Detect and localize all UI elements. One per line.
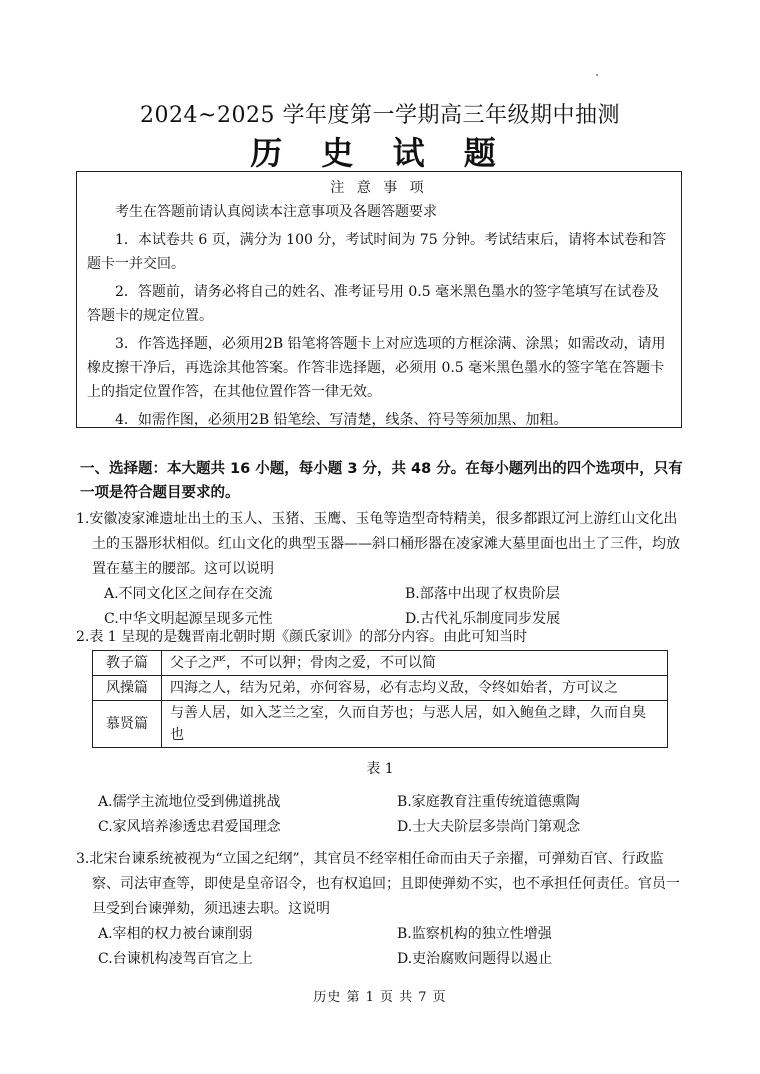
- question-3-options-row-2: [76, 947, 688, 972]
- question-3-option-b: B.监察机构的独立性增强: [397, 926, 552, 942]
- question-1-option-c: C.中华文明起源呈现多元性: [104, 611, 273, 627]
- scan-dot: [596, 74, 598, 76]
- question-3-option-c: C.台谏机构凌驾百官之上: [98, 951, 253, 967]
- table-value: 四海之人，结为兄弟，亦何容易，必有志均义敌，令终如始者，方可议之: [162, 676, 668, 701]
- notice-intro: 考生在答题前请认真阅读本注意事项及各题答题要求: [115, 204, 437, 220]
- page-footer: 历史 第 1 页 共 7 页: [313, 990, 447, 1005]
- notice-item-3: 3．作答选择题，必须用2B 铅笔将答题卡上对应选项的方框涂满、涂黑；如需改动，请用橡皮擦干净后，再选涂其他答案。作答非选择题，必须用 0.5 毫米黑色墨水的签字笔在答题卡上的指定位置作答，在其他位置作答一律无效。: [87, 336, 666, 400]
- table-value: 父子之严，不可以狎；骨肉之爱，不可以简: [162, 651, 668, 676]
- question-1-stem: 1.安徽凌家滩遗址出土的玉人、玉猪、玉鹰、玉龟等造型奇特精美，很多都跟辽河上游红山文化出土的玉器形状相似。红山文化的典型玉器——斜口桶形器在凌家滩大墓里面也出土了三件，均放置在墓主的腰部。这可以说明: [76, 511, 680, 577]
- question-1-option-b: B.部落中出现了权贵阶层: [405, 586, 560, 602]
- question-2-table: [92, 650, 668, 748]
- question-3-stem: 3.北宋台谏系统被视为“立国之纪纲”，其官员不经宰相任命而由天子亲擢，可弹劾百官、行政监察、司法审查等，即使是皇帝诏令，也有权追回；且即使弹劾不实，也不承担任何责任。官员一旦受到台谏弹劾，须迅速去职。这说明: [76, 851, 680, 917]
- notice-item-4: 4．如需作图，必须用2B 铅笔绘、写清楚，线条、符号等须加黑、加粗。: [115, 412, 568, 428]
- question-2-option-a: A.儒学主流地位受到佛道挑战: [98, 794, 281, 810]
- notice-heading: 注 意 事 项: [330, 180, 428, 196]
- table-value: 与善人居，如入芝兰之室，久而自芳也；与恶人居，如入鲍鱼之肆，久而自臭也: [162, 701, 668, 748]
- question-3: [76, 847, 688, 972]
- question-1: [76, 507, 688, 632]
- question-2-stem: 2.表 1 呈现的是魏晋南北朝时期《颜氏家训》的部分内容。由此可知当时: [76, 629, 528, 645]
- question-1-option-d: D.古代礼乐制度同步发展: [405, 611, 561, 627]
- table-row: [93, 701, 668, 748]
- table-key: 风操篇: [93, 676, 162, 701]
- notice-item-1: 1．本试卷共 6 页，满分为 100 分，考试时间为 75 分钟。考试结束后，请将本试卷和答题卡一并交回。: [87, 232, 667, 272]
- question-2-options-row-1: [76, 790, 688, 815]
- question-2-option-c: C.家风培养渗透忠君爱国理念: [98, 819, 281, 835]
- question-2-option-d: D.士大夫阶层多崇尚门第观念: [397, 819, 581, 835]
- table-key: 慕贤篇: [93, 701, 162, 748]
- table-row: [93, 651, 668, 676]
- question-1-option-a: A.不同文化区之间存在交流: [104, 586, 273, 602]
- table-row: [93, 676, 668, 701]
- section-heading: 一、选择题：本大题共 16 小题，每小题 3 分，共 48 分。在每小题列出的四个选项中，只有一项是符合题目要求的。: [80, 461, 683, 501]
- question-3-options-row-1: [76, 922, 688, 947]
- question-2-options-row-2: [76, 815, 688, 840]
- question-2-options: [76, 790, 688, 840]
- question-3-option-d: D.吏治腐败问题得以遏止: [397, 951, 553, 967]
- exam-title: 2024~2025 学年度第一学期高三年级期中抽测: [140, 103, 620, 128]
- notice-item-2: 2．答题前，请务必将自己的姓名、准考证号用 0.5 毫米黑色墨水的签字笔填写在试卷及答题卡的规定位置。: [87, 284, 660, 324]
- table-caption: 表 1: [366, 761, 394, 777]
- subject-title: 历 史 试 题: [250, 134, 510, 172]
- question-2-option-b: B.家庭教育注重传统道德熏陶: [397, 794, 580, 810]
- question-3-option-a: A.宰相的权力被台谏削弱: [98, 926, 253, 942]
- question-1-options-row-1: [76, 582, 688, 607]
- table-key: 教子篇: [93, 651, 162, 676]
- notice-box: [76, 171, 682, 428]
- question-2: [76, 625, 688, 650]
